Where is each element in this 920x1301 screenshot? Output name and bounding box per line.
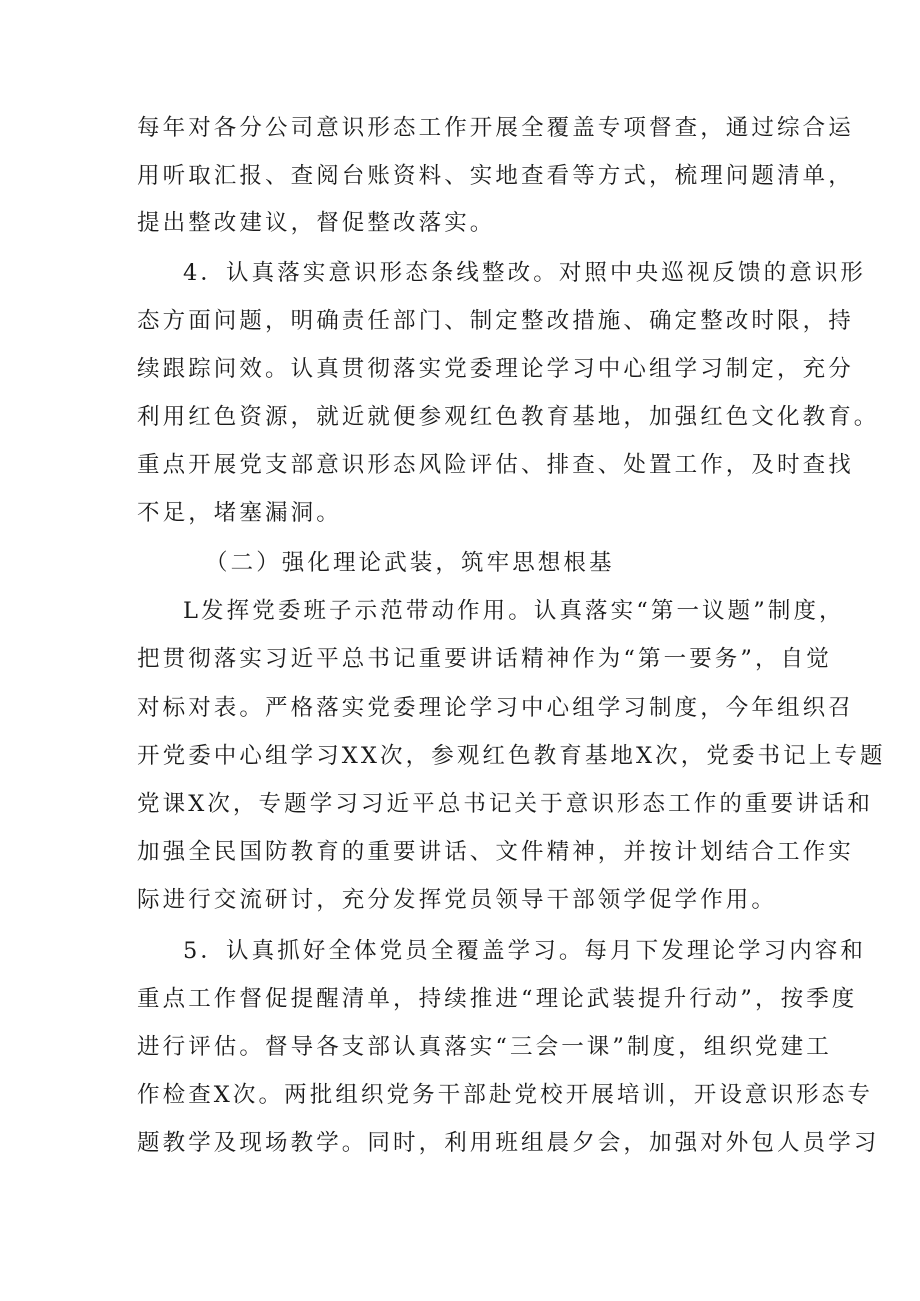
text-line: 重点开展党支部意识形态风险评估、排查、处置工作，及时查找 [137, 452, 854, 478]
paragraph-start: 4．认真落实意识形态条线整改。对照中央巡视反馈的意识形 [183, 260, 867, 286]
section-heading: （二）强化理论武装，筑牢思想根基 [205, 550, 615, 576]
text-line: 作检查X次。两批组织党务干部赴党校开展培训，开设意识形态专 [137, 1082, 873, 1108]
text-line: 际进行交流研讨，充分发挥党员领导干部领学促学作用。 [137, 887, 778, 913]
text-line: 不足，堵塞漏洞。 [137, 500, 342, 526]
paragraph-start: L发挥党委班子示范带动作用。认真落实“第一议题”制度， [183, 598, 845, 624]
text-line: 加强全民国防教育的重要讲话、文件精神，并按计划结合工作实 [137, 839, 854, 865]
text-line: 每年对各分公司意识形态工作开展全覆盖专项督查，通过综合运 [137, 115, 854, 141]
text-line: 态方面问题，明确责任部门、制定整改措施、确定整改时限，持 [137, 308, 854, 334]
text-line: 用听取汇报、查阅台账资料、实地查看等方式，梳理问题清单， [137, 163, 854, 189]
text-line: 对标对表。严格落实党委理论学习中心组学习制度，今年组织召 [137, 695, 854, 721]
text-line: 利用红色资源，就近就便参观红色教育基地，加强红色文化教育。 [137, 404, 880, 430]
text-line: 开党委中心组学习XX次，参观红色教育基地X次，党委书记上专题 [137, 743, 886, 769]
text-line: 党课X次，专题学习习近平总书记关于意识形态工作的重要讲话和 [137, 791, 873, 817]
text-line: 把贯彻落实习近平总书记重要讲话精神作为“第一要务”，自觉 [137, 646, 832, 672]
text-line: 进行评估。督导各支部认真落实“三会一课”制度，组织党建工 [137, 1034, 832, 1060]
paragraph-start: 5．认真抓好全体党员全覆盖学习。每月下发理论学习内容和 [183, 938, 867, 964]
text-line: 续跟踪问效。认真贯彻落实党委理论学习中心组学习制定，充分 [137, 356, 854, 382]
text-line: 题教学及现场教学。同时，利用班组晨夕会，加强对外包人员学习 [137, 1130, 880, 1156]
text-line: 重点工作督促提醒清单，持续推进“理论武装提升行动”，按季度 [137, 986, 858, 1012]
text-line: 提出整改建议，督促整改落实。 [137, 210, 496, 236]
